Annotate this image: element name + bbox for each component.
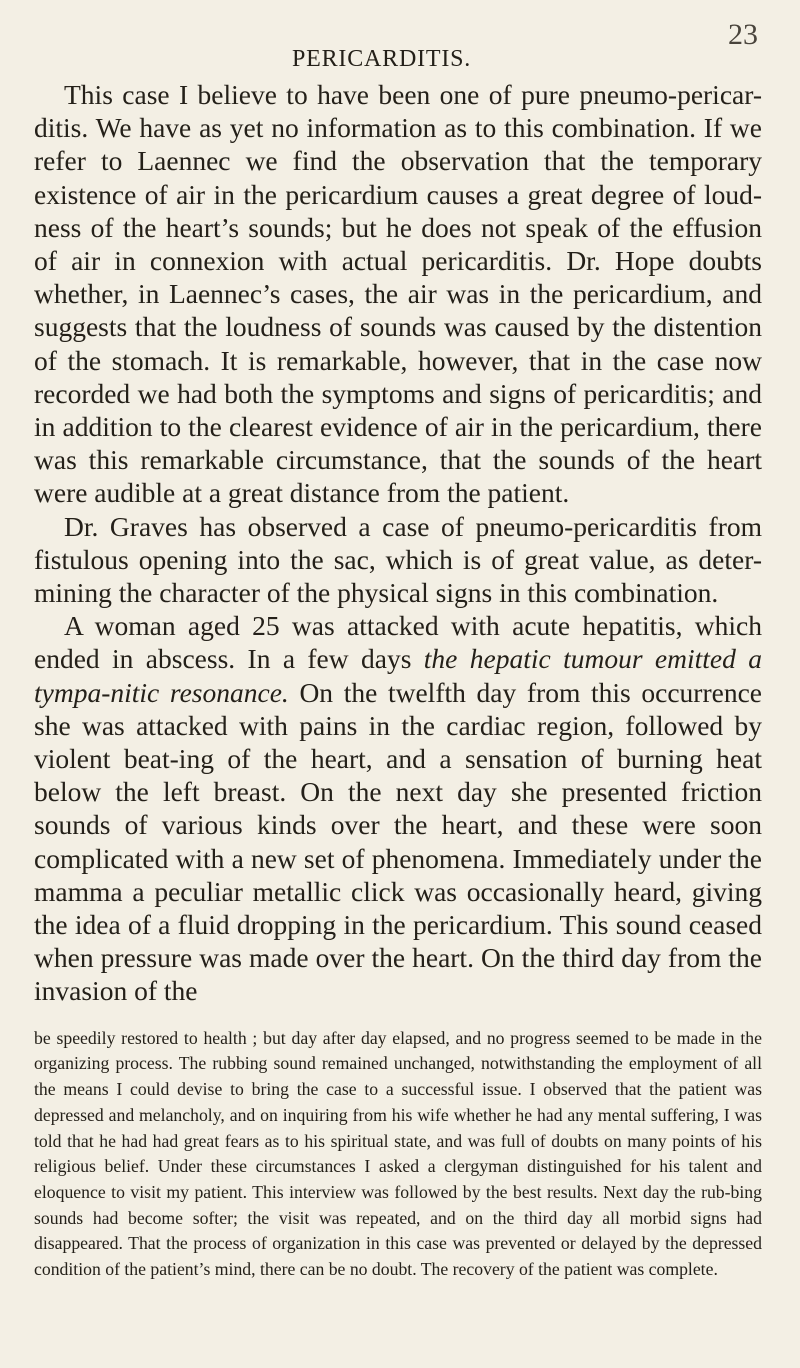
page-number: 23	[728, 18, 758, 51]
paragraph-3-opening: A woman aged 25 was attacked with acute hepatitis, which ended in abscess. In a few days	[34, 610, 762, 675]
running-title: PERICARDITIS.	[292, 46, 472, 72]
main-text	[34, 78, 762, 1008]
footnote-text: be speedily restored to health ; but day after day elapsed, and no progress seemed to be made in the organizing process. The rubbing sound remained unchanged, notwithstanding the employment of all the means I could devise to bring the case to a successful issue. I observed that the patient was depressed and melancholy, and on inquiring from his wife whether he had any mental suffering, I was told that he had had great fears as to his spiritual state, and was full of doubts on many points of his religious belief. Under these circumstances I asked a clergyman distinguished for his talent and eloquence to visit my patient. This interview was followed by the best results. Next day the rub-bing sounds had become softer; the visit was repeated, and on the third day all morbid signs had disappeared. That the process of organization in this case was prevented or delayed by the depressed condition of the patient’s mind, there can be no doubt. The recovery of the patient was complete.	[34, 1027, 762, 1280]
paragraph-3-italic-phrase: the hepatic tumour emitted a tympa-nitic resonance.	[34, 643, 762, 708]
paragraph-2: Dr. Graves has observed a case of pneumo-pericarditis from fistulous opening into the sac, which is of great value, as deter-mining the character of the physical signs in this combination.	[34, 510, 762, 609]
paragraph-3	[34, 609, 762, 1007]
running-head	[34, 0, 762, 78]
paragraph-1: This case I believe to have been one of pure pneumo-pericar-ditis. We have as yet no information as to this combination. If we refer to Laennec we find the observation that the temporary existence of air in the pericardium causes a great degree of loud-ness of the heart’s sounds; but he does not speak of the effusion of air in connexion with actual pericarditis. Dr. Hope doubts whether, in Laennec’s cases, the air was in the pericardium, and suggests that the loudness of sounds was caused by the distention of the stomach. It is remarkable, however, that in the case now recorded we had both the symptoms and signs of pericarditis; and in addition to the clearest evidence of air in the pericardium, there was this remarkable circumstance, that the sounds of the heart were audible at a great distance from the patient.	[34, 79, 762, 509]
paragraph-3-continuation: On the twelfth day from this occurrence she was attacked with pains in the cardiac region, followed by violent beat-ing of the heart, and a sensation of burning heat below the left breast. On the next day she presented friction sounds of various kinds over the heart, and these were soon complicated with a new set of phenomena. Immediately under the mamma a peculiar metallic click was occasionally heard, giving the idea of a fluid dropping in the pericardium. This sound ceased when pressure was made over the heart. On the third day from the invasion of the	[34, 676, 762, 1007]
footnote	[34, 1026, 762, 1283]
